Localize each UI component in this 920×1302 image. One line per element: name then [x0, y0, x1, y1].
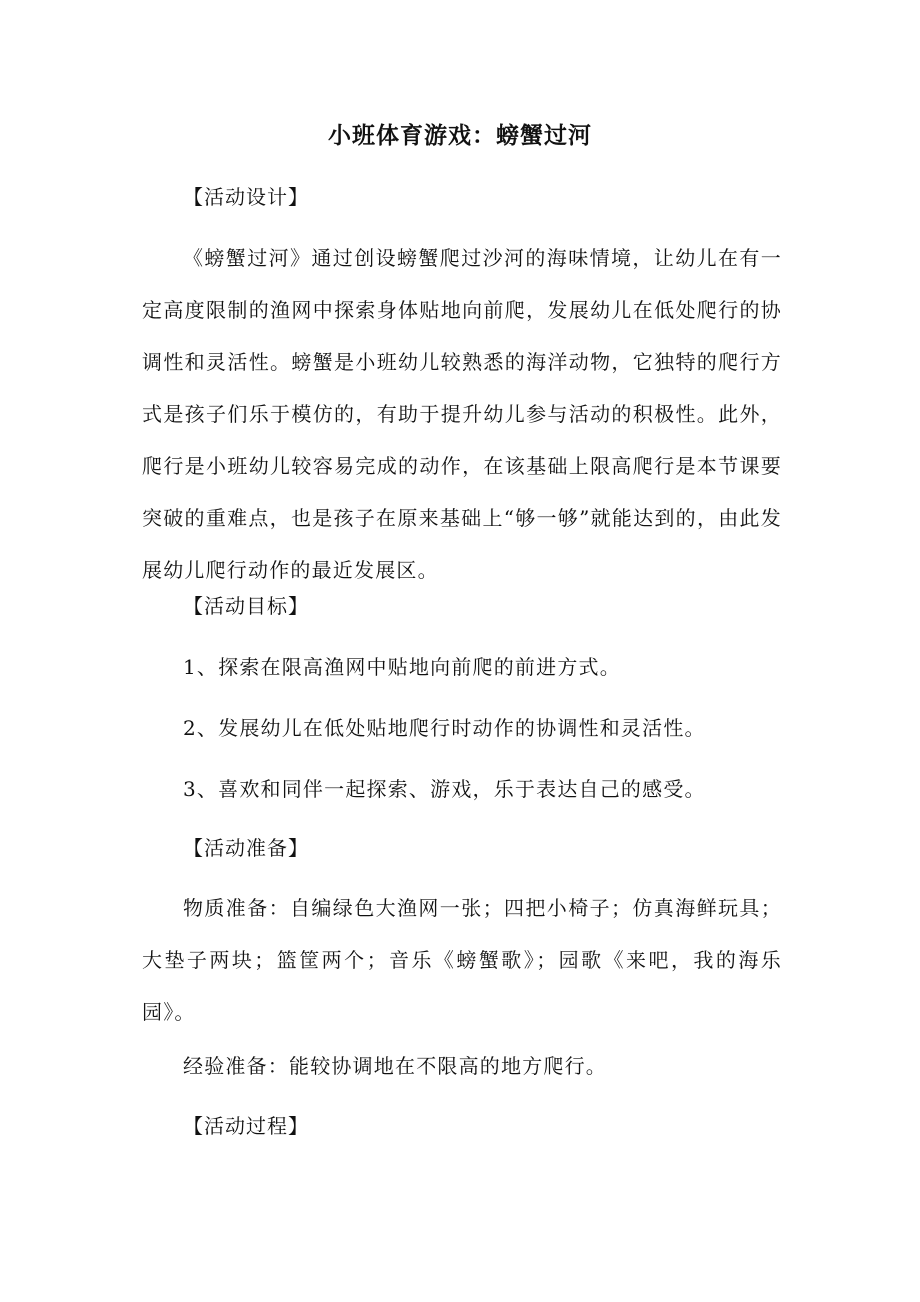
- experience-paragraph: 经验准备：能较协调地在不限高的地方爬行。: [183, 1054, 607, 1078]
- goal-item-2: 2、发展幼儿在低处贴地爬行时动作的协调性和灵活性。: [183, 716, 706, 740]
- section-heading-preparation: 【活动准备】: [183, 836, 309, 860]
- design-paragraph: 《螃蟹过河》通过创设螃蟹爬过沙河的海味情境，让幼儿在有一定高度限制的渔网中探索身体贴地向前爬，发展幼儿在低处爬行的协调性和灵活性。螃蟹是小班幼儿较熟悉的海洋动物，它独特的爬行方式是孩子们乐于模仿的，有助于提升幼儿参与活动的积极性。此外，爬行是小班幼儿较容易完成的动作，在该基础上限高爬行是本节课要突破的重难点，也是孩子在原来基础上“够一够”就能达到的，由此发展幼儿爬行动作的最近发展区。: [142, 246, 782, 582]
- goal-item-3: 3、喜欢和同伴一起探索、游戏，乐于表达自己的感受。: [183, 777, 706, 801]
- document-title: 小班体育游戏：螃蟹过河: [328, 122, 592, 149]
- section-heading-design: 【活动设计】: [183, 185, 309, 209]
- section-heading-goals: 【活动目标】: [183, 594, 309, 618]
- goal-item-1: 1、探索在限高渔网中贴地向前爬的前进方式。: [183, 655, 621, 679]
- materials-paragraph: 物质准备：自编绿色大渔网一张；四把小椅子；仿真海鲜玩具；大垫子两块；篮筐两个；音乐《螃蟹歌》；园歌《来吧，我的海乐园》。: [142, 896, 782, 1024]
- section-heading-process: 【活动过程】: [183, 1114, 309, 1138]
